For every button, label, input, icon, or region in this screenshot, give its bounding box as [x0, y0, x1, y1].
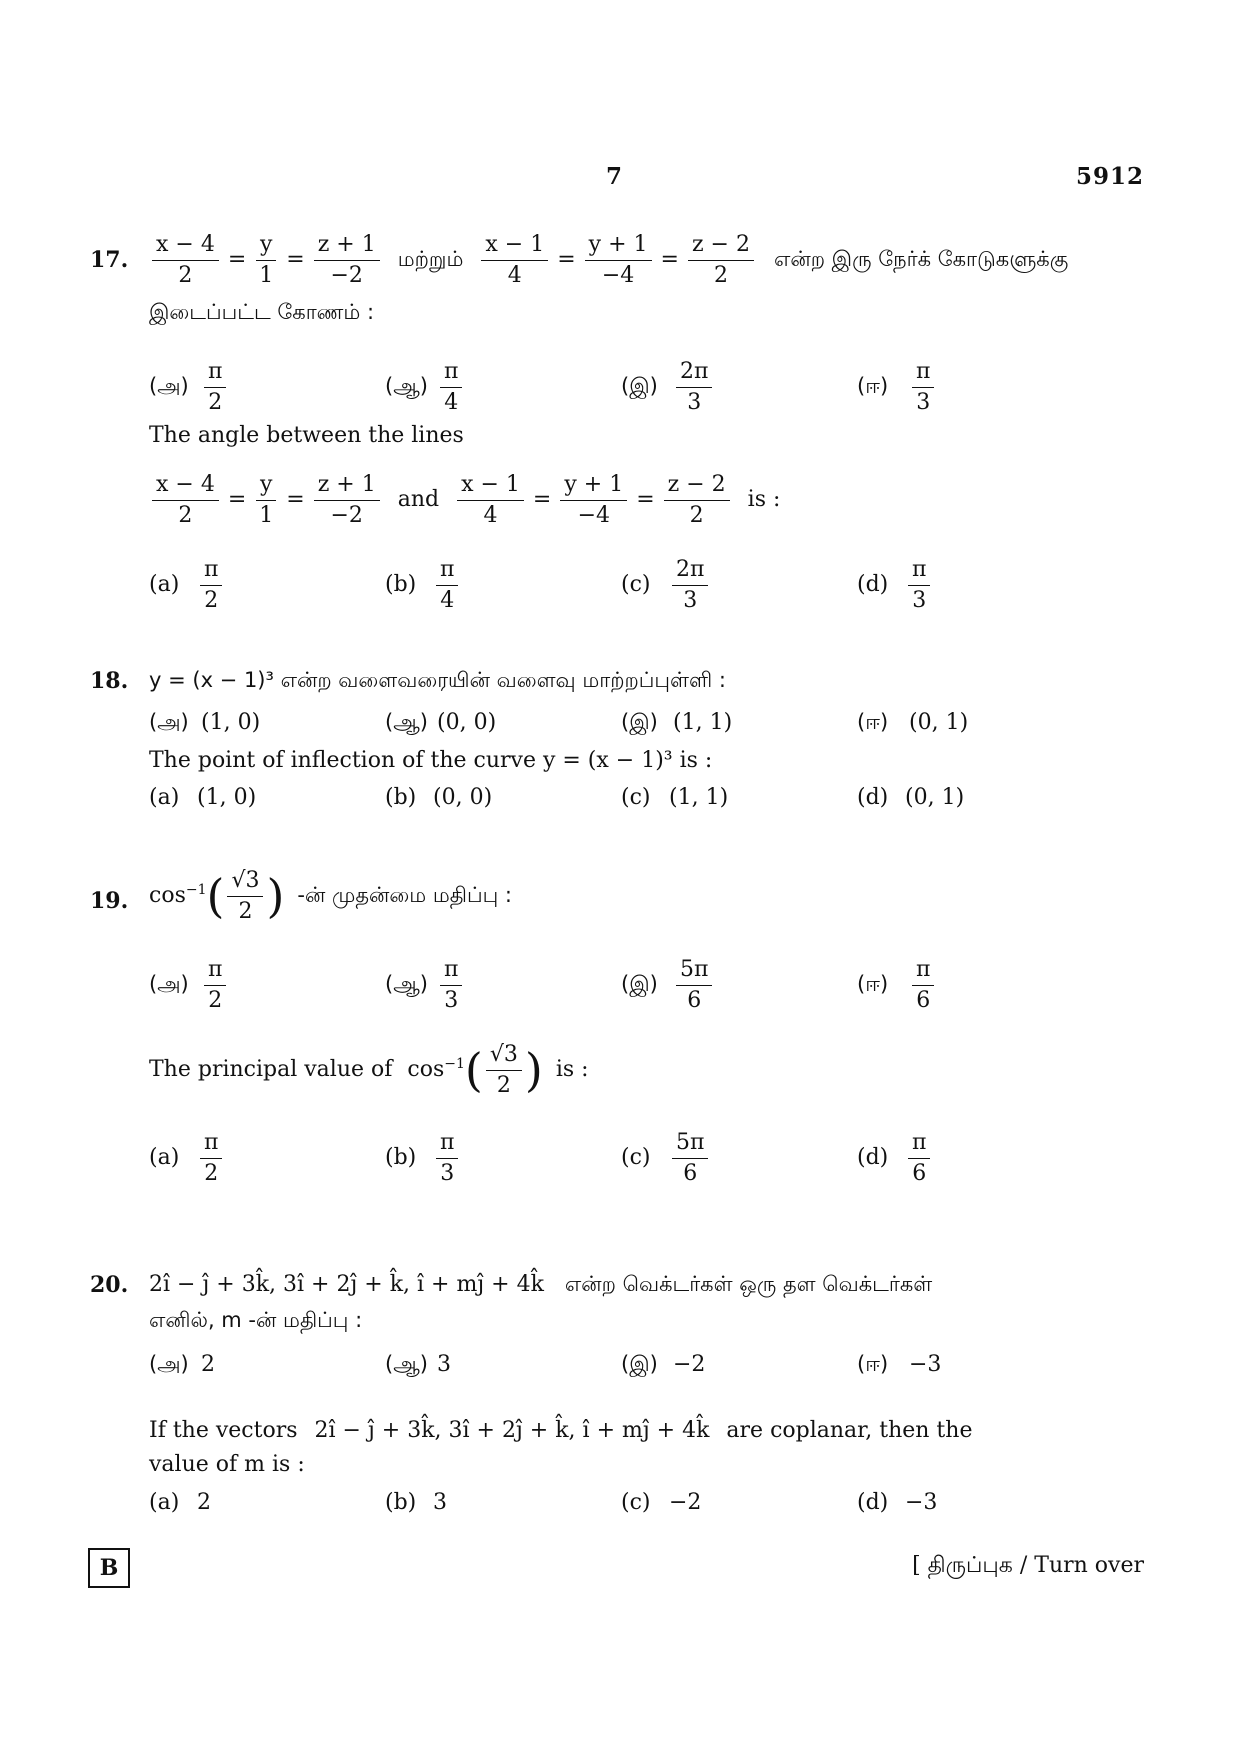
- q17-en-option-b: (b) $\frac{\pi}{4}$: [385, 555, 461, 615]
- q18-ta-option-d: (ஈ) (0, 1): [857, 710, 969, 735]
- q19-english-line: The principal value of $\cos^{-1}$( $\frac{√3}{2}$ ) is :: [149, 1042, 589, 1098]
- q17-ta-and: மற்றும்: [397, 247, 464, 272]
- q17-frac: $\frac{y}{1}$: [255, 230, 277, 290]
- q17-ta-option-d: (ஈ) $\frac{\pi}{3}$: [857, 357, 937, 417]
- question-18-number: 18.: [90, 668, 129, 694]
- q18-english-text: The point of inflection of the curve y = (x − 1)³ is :: [149, 748, 713, 773]
- booklet-series-box: B: [88, 1548, 130, 1588]
- q18-en-option-d: (d) (0, 1): [857, 785, 965, 810]
- q17-frac: $\frac{z + 1}{-2}$: [314, 230, 380, 290]
- q17-tamil-line2: இடைப்பட்ட கோணம் :: [149, 300, 375, 324]
- q19-ta-option-b: (ஆ) $\frac{\pi}{3}$: [385, 955, 465, 1015]
- q19-tamil-line: $\cos^{-1}$( $\frac{√3}{2}$ ) -ன் முதன்மை மதிப்பு :: [149, 868, 512, 924]
- q19-en-option-a: (a) $\frac{\pi}{2}$: [149, 1128, 225, 1188]
- q17-ta-option-a: (அ) $\frac{\pi}{2}$: [149, 357, 229, 417]
- q17-en-option-c: (c) $\frac{2\pi}{3}$: [621, 555, 711, 615]
- q17-ta-option-c: (இ) $\frac{2\pi}{3}$: [621, 357, 715, 417]
- page-number: 7: [606, 163, 624, 190]
- q17-ta-option-b: (ஆ) $\frac{\pi}{4}$: [385, 357, 465, 417]
- q18-ta-option-b: (ஆ) (0, 0): [385, 710, 497, 735]
- q17-tamil-line1: $\frac{x - 4}{2}$ = $\frac{y}{1}$ = $\frac{z + 1}{-2}$ மற்றும் $\frac{x - 1}{4}$ = $\frac{y + 1}{-4}$ = $\frac{z - 2}{2}$ என்ற இரு நேர்க் கோடுகளுக்கு: [149, 230, 1068, 290]
- q19-ta-option-d: (ஈ) $\frac{\pi}{6}$: [857, 955, 937, 1015]
- q17-english-line1: The angle between the lines: [149, 423, 464, 448]
- question-19-number: 19.: [90, 888, 129, 914]
- q17-frac: $\frac{x - 4}{2}$: [152, 230, 219, 290]
- q17-frac: $\frac{y + 1}{-4}$: [585, 230, 652, 290]
- q20-tamil-line2: எனில், m -ன் மதிப்பு :: [149, 1308, 363, 1332]
- q18-ta-option-c: (இ) (1, 1): [621, 710, 733, 735]
- q18-en-option-c: (c) (1, 1): [621, 785, 729, 810]
- q20-en-option-b: (b) 3: [385, 1490, 447, 1515]
- q19-en-option-c: (c) $\frac{5\pi}{6}$: [621, 1128, 711, 1188]
- q20-ta-option-a: (அ) 2: [149, 1352, 215, 1377]
- paper-code: 5912: [1075, 163, 1144, 190]
- q18-ta-option-a: (அ) (1, 0): [149, 710, 261, 735]
- q20-en-option-c: (c) −2: [621, 1490, 702, 1515]
- q20-en-option-d: (d) −3: [857, 1490, 938, 1515]
- q18-en-option-a: (a) (1, 0): [149, 785, 257, 810]
- q17-frac: $\frac{x - 1}{4}$: [481, 230, 548, 290]
- question-17-number: 17.: [90, 247, 129, 273]
- q20-ta-option-b: (ஆ) 3: [385, 1352, 451, 1377]
- q17-frac: $\frac{z - 2}{2}$: [688, 230, 754, 290]
- q17-en-option-d: (d) $\frac{\pi}{3}$: [857, 555, 933, 615]
- q20-tamil-line1: 2î − ĵ + 3k̂, 3î + 2ĵ + k̂, î + mĵ + 4k̂ என்ற வெக்டர்கள் ஒரு தள வெக்டர்கள்: [149, 1272, 933, 1297]
- q20-ta-option-d: (ஈ) −3: [857, 1352, 942, 1377]
- turn-over-text: [ திருப்புக / Turn over: [912, 1553, 1144, 1578]
- q20-ta-option-c: (இ) −2: [621, 1352, 706, 1377]
- question-20-number: 20.: [90, 1272, 129, 1298]
- q18-tamil-text: y = (x − 1)³ என்ற வளைவரையின் வளைவு மாற்றப்புள்ளி :: [149, 668, 726, 692]
- q19-en-option-b: (b) $\frac{\pi}{3}$: [385, 1128, 461, 1188]
- q20-english-line1: If the vectors 2î − ĵ + 3k̂, 3î + 2ĵ + k̂, î + mĵ + 4k̂ are coplanar, then the: [149, 1418, 973, 1443]
- q17-ta-tail: என்ற இரு நேர்க் கோடுகளுக்கு: [773, 247, 1069, 272]
- q20-en-option-a: (a) 2: [149, 1490, 211, 1515]
- q20-vectors: 2î − ĵ + 3k̂, 3î + 2ĵ + k̂, î + mĵ + 4k̂: [149, 1272, 544, 1297]
- q19-en-option-d: (d) $\frac{\pi}{6}$: [857, 1128, 933, 1188]
- q20-english-line2: value of m is :: [149, 1452, 305, 1477]
- q17-en-option-a: (a) $\frac{\pi}{2}$: [149, 555, 225, 615]
- q19-ta-option-a: (அ) $\frac{\pi}{2}$: [149, 955, 229, 1015]
- q19-ta-option-c: (இ) $\frac{5\pi}{6}$: [621, 955, 715, 1015]
- q17-english-line2: $\frac{x - 4}{2}$ = $\frac{y}{1}$ = $\frac{z + 1}{-2}$ and $\frac{x - 1}{4}$ = $\frac{y + 1}{-4}$ = $\frac{z - 2}{2}$ is :: [149, 470, 780, 530]
- q18-en-option-b: (b) (0, 0): [385, 785, 493, 810]
